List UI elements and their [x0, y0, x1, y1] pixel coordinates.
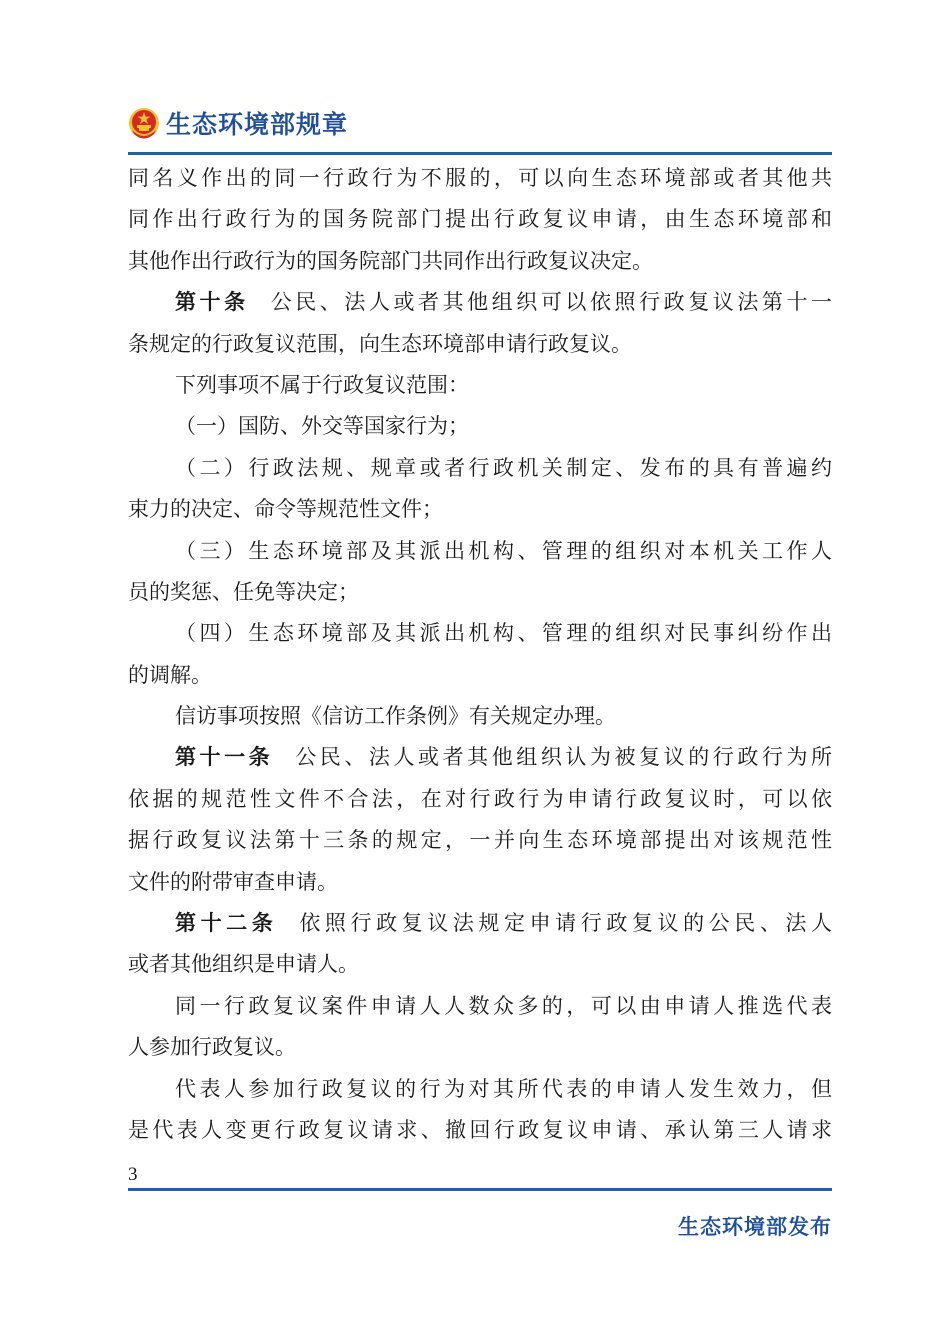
text-line: 信访事项按照《信访工作条例》有关规定办理。	[175, 704, 616, 729]
text-line: 据行政复议法第十三条的规定，一并向生态环境部提出对该规范性	[128, 828, 832, 853]
article-12-line	[128, 903, 832, 944]
text-line: 员的奖惩、任免等决定；	[128, 579, 359, 604]
list-item: （三）生态环境部及其派出机构、管理的组织对本机关工作人	[175, 538, 832, 563]
text-line: 代表人参加行政复议的行为对其所代表的申请人发生效力，但	[175, 1076, 832, 1101]
text-line: 其他作出行政行为的国务院部门共同作出行政复议决定。	[128, 248, 653, 273]
text-span: 公民、法人或者其他组织认为被复议的行政行为所	[295, 745, 832, 770]
document-body	[128, 158, 832, 1151]
text-line: 的调解。	[128, 662, 212, 687]
list-item: （二）行政法规、规章或者行政机关制定、发布的具有普遍约	[175, 455, 832, 480]
text-span: 公民、法人或者其他组织可以依照行政复议法第十一	[270, 290, 832, 315]
text-span: 依照行政复议法规定申请行政复议的公民、法人	[299, 911, 832, 936]
page-header	[128, 98, 348, 148]
article-11-line	[128, 737, 832, 778]
article-10-line	[128, 282, 832, 323]
header-rule	[128, 152, 832, 155]
text-line: 同名义作出的同一行政行为不服的，可以向生态环境部或者其他共	[128, 166, 832, 190]
text-line: 同作出行政行为的国务院部门提出行政复议申请，由生态环境部和	[128, 207, 832, 232]
footer-rule	[128, 1188, 832, 1191]
text-line: 或者其他组织是申请人。	[128, 952, 359, 977]
text-line: 文件的附带审查申请。	[128, 869, 338, 894]
list-item: （四）生态环境部及其派出机构、管理的组织对民事纠纷作出	[175, 621, 832, 646]
text-line: 同一行政复议案件申请人人数众多的，可以由申请人推选代表	[175, 993, 832, 1018]
header-title: 生态环境部规章	[166, 110, 349, 139]
text-line: 依据的规范性文件不合法，在对行政行为申请行政复议时，可以依	[128, 786, 832, 811]
national-emblem-icon	[128, 106, 160, 140]
article-10-label: 第十条	[175, 290, 249, 315]
text-line: 人参加行政复议。	[128, 1035, 296, 1060]
article-12-label: 第十二条	[175, 911, 278, 936]
list-item: （一）国防、外交等国家行为；	[175, 414, 469, 439]
text-line: 是代表人变更行政复议请求、撤回行政复议申请、承认第三人请求	[128, 1117, 832, 1142]
footer-publisher: 生态环境部发布	[678, 1215, 832, 1239]
text-line: 束力的决定、命令等规范性文件；	[128, 497, 443, 522]
text-line: 条规定的行政复议范围，向生态环境部申请行政复议。	[128, 331, 632, 356]
page-number: 3	[128, 1164, 138, 1185]
text-line: 下列事项不属于行政复议范围：	[175, 372, 469, 397]
article-11-label: 第十一条	[175, 745, 274, 770]
